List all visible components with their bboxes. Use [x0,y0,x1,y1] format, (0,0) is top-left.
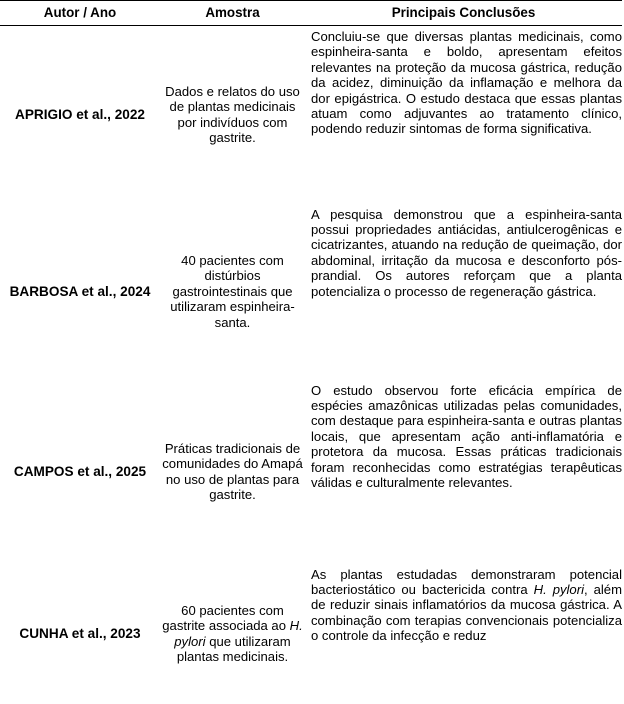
header-sample: Amostra [160,1,305,26]
table-body [0,26,622,704]
header-row [0,1,622,26]
conclusion-cell: A pesquisa demonstrou que a espinheira-santa possui propriedades antiácidas, antiulcerogênicas e cicatrizantes, atuando na redução de queimação, dor abdominal, irritação da mucosa e desconforto pós-prandial. Os autores reforçam que a planta potencializa o processo de regeneração gástrica. [311,206,622,299]
sample-cell: 40 pacientes com distúrbios gastrointestinais que utilizaram espinheira-santa. [170,252,295,330]
sample-text-start: 60 pacientes com gastrite associada ao [162,602,286,634]
author-cell: BARBOSA et al., 2024 [9,284,151,299]
table-row [0,564,622,704]
header-main-conclusions: Principais Conclusões [305,1,622,26]
author-cell: CAMPOS et al., 2025 [13,464,147,479]
conclusion-cell: Concluiu-se que diversas plantas medicinais, como espinheira-santa e boldo, apresentam efeitos relevantes na proteção da mucosa gástrica, redução da acidez, diminuição da inflamação e melhora da dor epigástrica. O estudo destaca que essas plantas atuam como adjuvantes ao tratamento clínico, podendo reduzir sintomas de forma significativa. [311,29,622,137]
header-author-year: Autor / Ano [0,1,160,26]
author-cell: CUNHA et al., 2023 [19,626,141,641]
sample-cell: Dados e relatos do uso de plantas medicinais por indivíduos com gastrite. [165,83,300,146]
conclusion-text-end: , além de reduzir sinais inflamatórios da mucosa gástrica. A combinação com terapias convencionais potencializa o controle da infecção e reduz [311,581,622,644]
table-row [0,204,622,380]
table-row [0,26,622,204]
table-row [0,380,622,564]
sample-cell [160,564,305,704]
conclusion-cell: O estudo observou forte eficácia empírica de espécies amazônicas utilizadas pelas comunidades, com destaque para espinheira-santa e outras plantas locais, que apresentam ação anti-inflamatória e protetora da mucosa. Essas práticas tradicionais foram reconhecidas como estratégias terapêuticas válidas e culturalmente relevantes. [311,382,622,490]
conclusion-cell [305,564,622,704]
sample-organism-name: H. pylori [174,618,303,649]
sample-cell: Práticas tradicionais de comunidades do Amapá no uso de plantas para gastrite. [162,440,303,502]
conclusion-organism-name: H. pylori [533,581,584,597]
sample-text-end: que utilizaram plantas medicinais. [176,633,291,664]
table-header [0,1,622,26]
author-cell: APRIGIO et al., 2022 [15,107,145,123]
conclusion-text-start: As plantas estudadas demonstraram potencial bacteriostático ou bactericida contra [311,566,622,597]
